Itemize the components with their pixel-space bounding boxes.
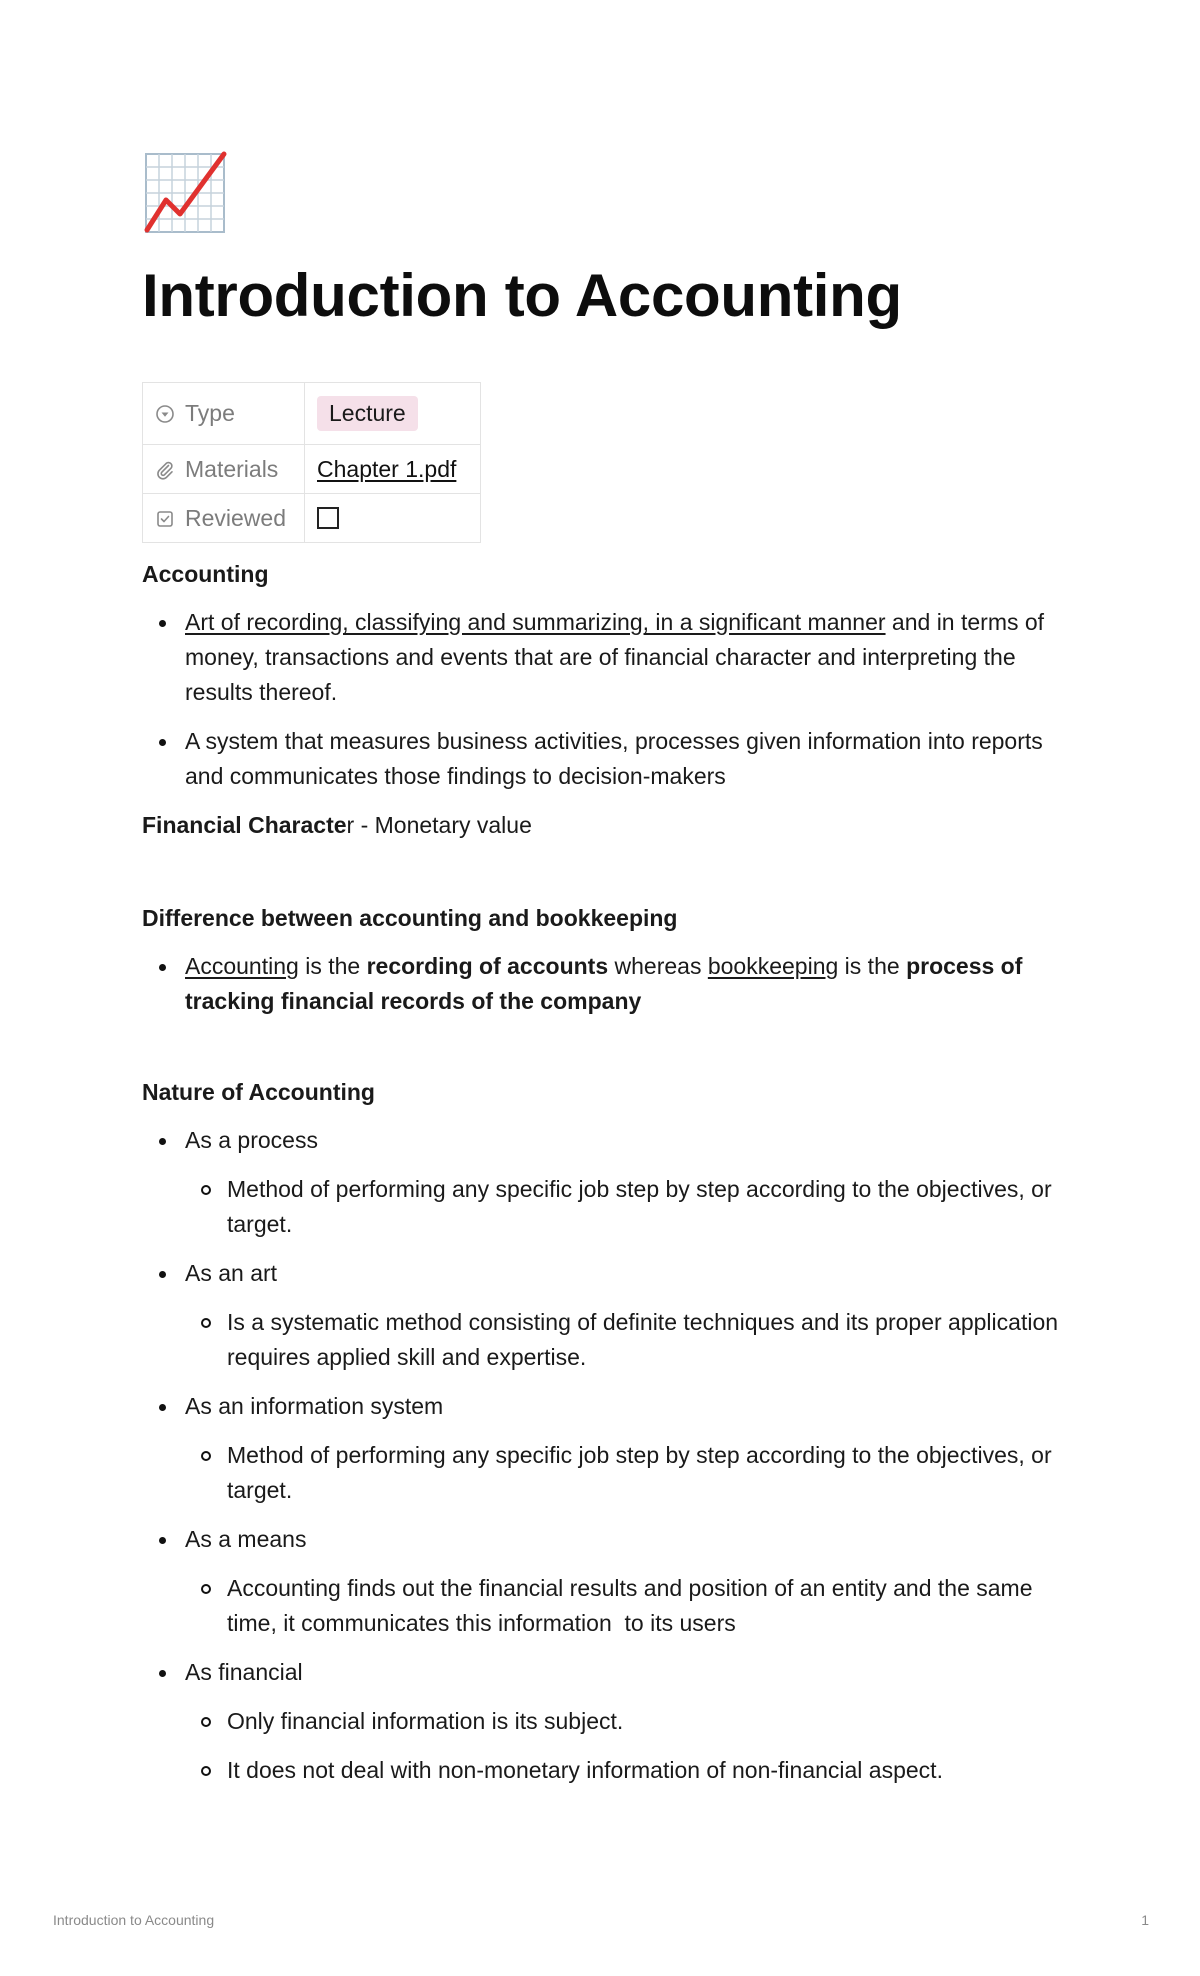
sub-list-item: Only financial information is its subject. [185, 1704, 1060, 1739]
properties-table [142, 382, 481, 543]
nature-list [142, 1123, 1060, 1788]
footer-document-title: Introduction to Accounting [53, 1912, 215, 1928]
sub-list-item: Method of performing any specific job step by step according to the objectives, or target. [185, 1172, 1060, 1242]
list-item: Accounting is the recording of accounts whereas bookkeeping is the process of tracking financial records of the company [142, 949, 1060, 1019]
list-item: Art of recording, classifying and summarizing, in a significant manner and in terms of money, transactions and events that are of financial character and interpreting the results thereof. [142, 605, 1060, 710]
section-heading-difference: Difference between accounting and bookkeeping [142, 905, 678, 931]
paperclip-icon [155, 460, 175, 480]
page-title: Introduction to Accounting [142, 262, 902, 329]
property-key: Type [143, 383, 305, 445]
materials-link[interactable]: Chapter 1.pdf [317, 455, 457, 482]
sub-list-item: It does not deal with non-monetary information of non-financial aspect. [185, 1753, 1060, 1788]
footer-page-number: 1 [1141, 1912, 1149, 1928]
list-item: As financial Only financial information is its subject. It does not deal with non-monetary information of non-financial aspect. [142, 1655, 1060, 1788]
list-item: A system that measures business activities, processes given information into reports and communicates those findings to decision-makers [142, 724, 1060, 794]
financial-character-line: Financial Character - Monetary value [142, 812, 532, 838]
select-icon [155, 404, 175, 424]
list-item: As an art Is a systematic method consisting of definite techniques and its proper application requires applied skill and expertise. [142, 1256, 1060, 1375]
sub-list [185, 1305, 1060, 1375]
property-row-type [143, 383, 481, 445]
sub-list-item: Accounting finds out the financial results and position of an entity and the same time, it communicates this information to its users [185, 1571, 1060, 1641]
property-value[interactable] [305, 383, 481, 445]
property-value [305, 445, 481, 494]
property-key: Reviewed [143, 494, 305, 543]
sub-list-item: Is a systematic method consisting of definite techniques and its proper application requires applied skill and expertise. [185, 1305, 1060, 1375]
checkbox-icon [155, 509, 175, 529]
property-row-materials [143, 445, 481, 494]
list-item: As a process Method of performing any specific job step by step according to the objectives, or target. [142, 1123, 1060, 1242]
type-tag[interactable]: Lecture [317, 396, 418, 431]
section-heading-accounting: Accounting [142, 561, 269, 587]
sub-list-item: Method of performing any specific job step by step according to the objectives, or target. [185, 1438, 1060, 1508]
property-key: Materials [143, 445, 305, 494]
list-item: As a means Accounting finds out the financial results and position of an entity and the same time, it communicates this information to its users [142, 1522, 1060, 1641]
property-value [305, 494, 481, 543]
sub-list [185, 1704, 1060, 1788]
chart-increasing-icon [142, 150, 228, 236]
sub-list [185, 1438, 1060, 1508]
list-item: As an information system Method of performing any specific job step by step according to the objectives, or target. [142, 1389, 1060, 1508]
section-heading-nature: Nature of Accounting [142, 1079, 375, 1105]
property-row-reviewed [143, 494, 481, 543]
sub-list [185, 1172, 1060, 1242]
accounting-list [142, 605, 1060, 794]
reviewed-checkbox[interactable] [317, 507, 339, 529]
page-content [142, 150, 1060, 1788]
difference-list [142, 949, 1060, 1019]
sub-list [185, 1571, 1060, 1641]
